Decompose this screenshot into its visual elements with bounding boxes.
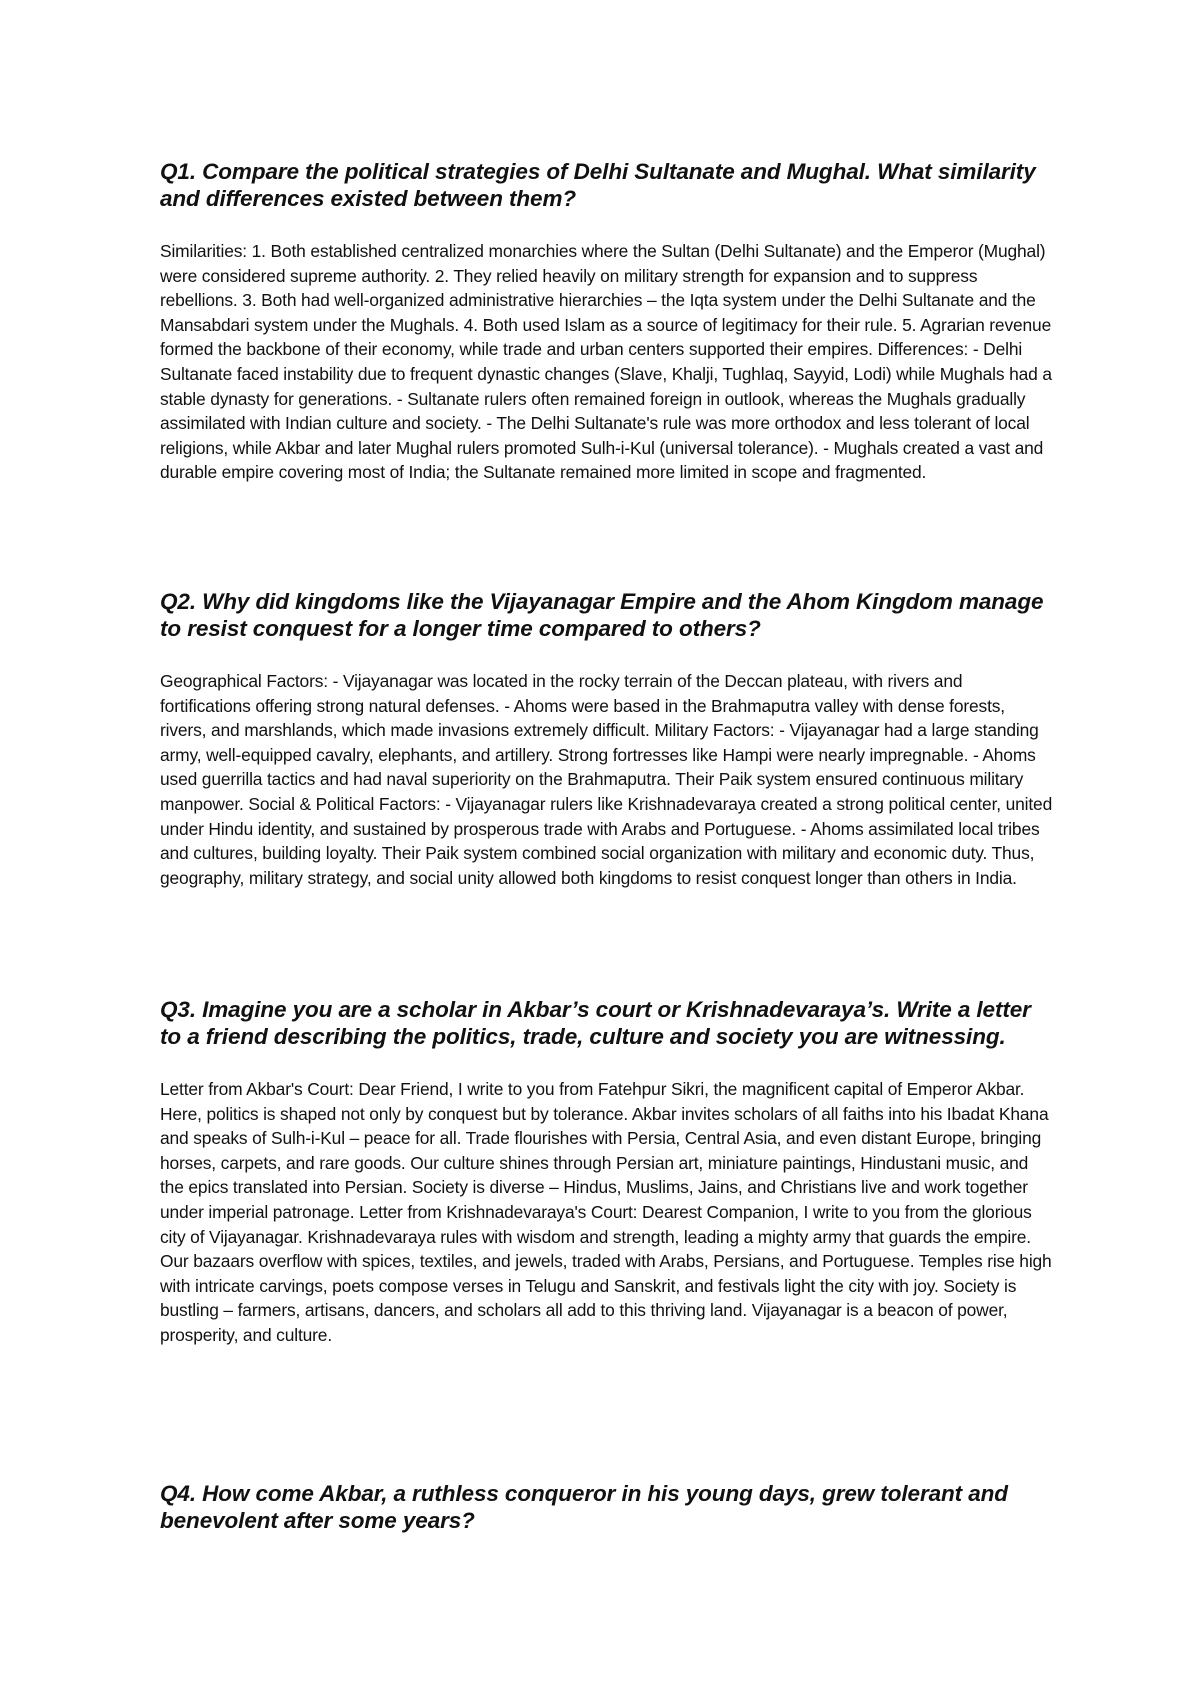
question-block-q3	[160, 996, 1055, 1348]
question-block-q4	[160, 1480, 1055, 1561]
question-block-q1	[160, 158, 1055, 485]
answer-paragraph: Letter from Akbar's Court: Dear Friend, I write to you from Fatehpur Sikri, the magnificent capital of Emperor Akbar. Here, politics is shaped not only by conquest but by tolerance. Akbar invites scholars of all faiths into his Ibadat Khana and speaks of Sulh-i-Kul – peace for all. Trade flourishes with Persia, Central Asia, and even distant Europe, bringing horses, carpets, and rare goods. Our culture shines through Persian art, miniature paintings, Hindustani music, and the epics translated into Persian. Society is diverse – Hindus, Muslims, Jains, and Christians live and work together under imperial patronage. Letter from Krishnadevaraya's Court: Dearest Companion, I write to you from the glorious city of Vijayanagar. Krishnadevaraya rules with wisdom and strength, leading a mighty army that guards the empire. Our bazaars overflow with spices, textiles, and jewels, traded with Arabs, Persians, and Portuguese. Temples rise high with intricate carvings, poets compose verses in Telugu and Sanskrit, and festivals light the city with joy. Society is bustling – farmers, artisans, dancers, and scholars all add to this thriving land. Vijayanagar is a beacon of power, prosperity, and culture.	[160, 1079, 1052, 1345]
answer-paragraph: Similarities: 1. Both established centralized monarchies where the Sultan (Delhi Sultanate) and the Emperor (Mughal) were considered supreme authority. 2. They relied heavily on military strength for expansion and to suppress rebellions. 3. Both had well-organized administrative hierarchies – the Iqta system under the Delhi Sultanate and the Mansabdari system under the Mughals. 4. Both used Islam as a source of legitimacy for their rule. 5. Agrarian revenue formed the backbone of their economy, while trade and urban centers supported their empires. Differences: - Delhi Sultanate faced instability due to frequent dynastic changes (Slave, Khalji, Tughlaq, Sayyid, Lodi) while Mughals had a stable dynasty for generations. - Sultanate rulers often remained foreign in outlook, whereas the Mughals gradually assimilated with Indian culture and society. - The Delhi Sultanate's rule was more orthodox and less tolerant of local religions, while Akbar and later Mughal rulers promoted Sulh-i-Kul (universal tolerance). - Mughals created a vast and durable empire covering most of India; the Sultanate remained more limited in scope and fragmented.	[160, 241, 1052, 483]
answer-paragraph: Geographical Factors: - Vijayanagar was located in the rocky terrain of the Deccan plateau, with rivers and fortifications offering strong natural defenses. - Ahoms were based in the Brahmaputra valley with dense forests, rivers, and marshlands, which made invasions extremely difficult. Military Factors: - Vijayanagar had a large standing army, well-equipped cavalry, elephants, and artillery. Strong fortresses like Hampi were nearly impregnable. - Ahoms used guerrilla tactics and had naval superiority on the Brahmaputra. Their Paik system ensured continuous military manpower. Social & Political Factors: - Vijayanagar rulers like Krishnadevaraya created a strong political center, united under Hindu identity, and sustained by prosperous trade with Arabs and Portuguese. - Ahoms assimilated local tribes and cultures, building loyalty. Their Paik system combined social organization with military and economic duty. Thus, geography, military strategy, and social unity allowed both kingdoms to resist conquest longer than others in India.	[160, 671, 1053, 888]
question-block-q2	[160, 588, 1055, 890]
question-heading: Q1. Compare the political strategies of Delhi Sultanate and Mughal. What similarity and differences existed between them?	[160, 159, 1036, 211]
question-heading: Q2. Why did kingdoms like the Vijayanagar Empire and the Ahom Kingdom manage to resist conquest for a longer time compared to others?	[160, 589, 1044, 641]
question-heading: Q3. Imagine you are a scholar in Akbar’s court or Krishnadevaraya’s. Write a letter to a friend describing the politics, trade, culture and society you are witnessing.	[160, 997, 1031, 1049]
question-heading: Q4. How come Akbar, a ruthless conqueror in his young days, grew tolerant and benevolent after some years?	[160, 1481, 1008, 1533]
